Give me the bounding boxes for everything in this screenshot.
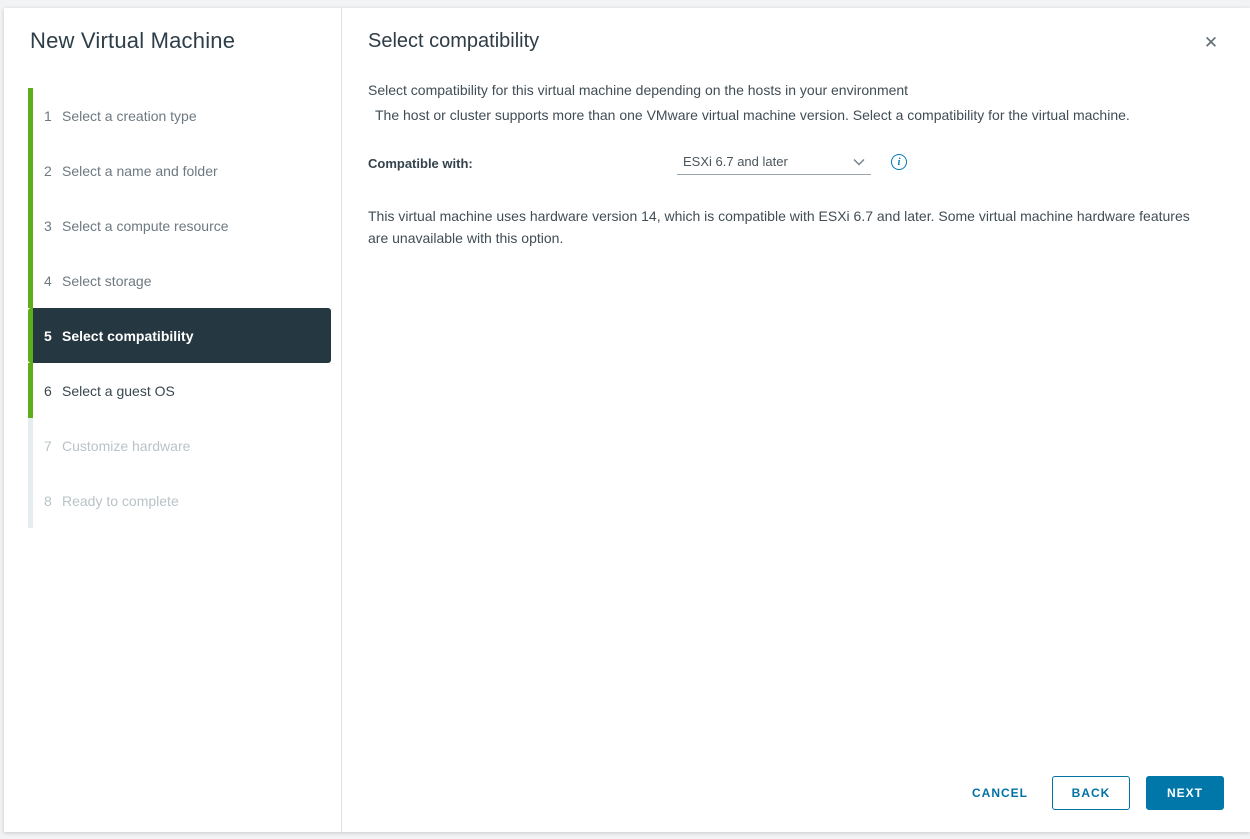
hardware-version-note: This virtual machine uses hardware version 14, which is compatible with ESXi 6.7 and later. Some virtual machine hardware features are unavailable with this option. — [368, 208, 1190, 246]
compatibility-dropdown-value: ESXi 6.7 and later — [683, 154, 788, 169]
intro-text: Select compatibility for this virtual machine depending on the hosts in your environment — [368, 82, 909, 98]
info-icon[interactable]: i — [891, 154, 907, 170]
step-number: 4 — [44, 272, 52, 289]
next-button[interactable]: NEXT — [1146, 776, 1224, 810]
wizard-content-panel — [342, 8, 1250, 832]
step-label: Select a creation type — [62, 107, 197, 124]
step-number: 3 — [44, 217, 52, 234]
chevron-down-icon — [853, 158, 865, 166]
step-label: Ready to complete — [62, 492, 179, 509]
step-number: 8 — [44, 492, 52, 509]
step-label: Customize hardware — [62, 437, 191, 454]
wizard-steps — [4, 88, 341, 528]
step-number: 1 — [44, 107, 52, 124]
step-number: 6 — [44, 382, 52, 399]
step-number: 7 — [44, 437, 52, 454]
step-label: Select a name and folder — [62, 162, 218, 179]
sidebar-step-ready-to-complete — [28, 473, 331, 528]
step-label: Select storage — [62, 272, 152, 289]
step-label: Select compatibility — [62, 327, 194, 344]
close-icon[interactable]: ✕ — [1200, 32, 1222, 54]
sidebar-step-select-compatibility[interactable] — [28, 308, 331, 363]
step-number: 2 — [44, 162, 52, 179]
back-button[interactable]: BACK — [1052, 776, 1130, 810]
sidebar-step-select-a-compute-resource[interactable] — [28, 198, 331, 253]
compatibility-dropdown[interactable] — [677, 154, 871, 175]
page-title: Select compatibility — [368, 30, 540, 52]
sidebar-step-select-storage[interactable] — [28, 253, 331, 308]
sidebar-step-select-a-name-and-folder[interactable] — [28, 143, 331, 198]
step-number: 5 — [44, 327, 52, 344]
compatibility-form-row — [368, 154, 1220, 175]
sidebar-step-select-a-creation-type[interactable] — [28, 88, 331, 143]
new-virtual-machine-dialog — [4, 8, 1250, 832]
sidebar-step-customize-hardware — [28, 418, 331, 473]
compatible-with-label: Compatible with: — [368, 156, 473, 171]
step-label: Select a compute resource — [62, 217, 229, 234]
wizard-footer — [966, 776, 1224, 810]
wizard-sidebar — [4, 8, 342, 832]
hint-text: The host or cluster supports more than one VMware virtual machine version. Select a compatibility for the virtual machine. — [375, 107, 1130, 123]
wizard-title: New Virtual Machine — [30, 28, 236, 53]
sidebar-step-select-a-guest-os[interactable] — [28, 363, 331, 418]
cancel-button[interactable]: CANCEL — [966, 776, 1034, 810]
step-label: Select a guest OS — [62, 382, 175, 399]
